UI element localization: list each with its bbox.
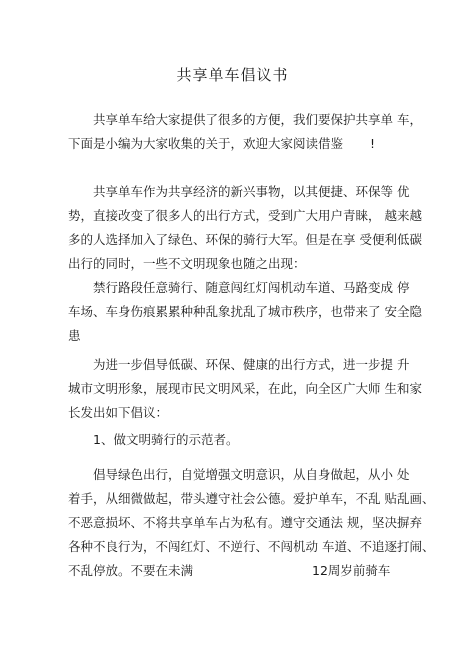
para2-line-2: 车场、车身伤痕累累种种乱象扰乱了城市秩序，也带来了 安全隐 (68, 304, 422, 319)
para4-line-5-tail: 12周岁前骑车 (312, 563, 391, 578)
para4-line-4: 各种不良行为，不闯红灯、不逆行、不闯机动 车道、不追逐打闹、 (68, 539, 435, 554)
intro-line-2: 下面是小编为大家收集的关于，欢迎大家阅读借鉴 (68, 136, 344, 151)
para2-line-3: 患 (68, 328, 81, 343)
para3-line-3: 长发出如下倡议： (68, 405, 169, 420)
intro-exclaim: ! (370, 136, 376, 151)
para1-line-3: 多的人选择加入了绿色、环保的骑行大军。但是在享 受便利低碳 (68, 232, 422, 247)
para2-line-1: 禁行路段任意骑行、随意闯红灯闯机动车道、马路变成 停 (68, 280, 410, 295)
para4-line-3: 不恶意损坏、不将共享单车占为私有。遵守交通法 规，坚决摒弃 (68, 515, 422, 530)
para1-line-2: 势，直接改变了很多人的出行方式，受到广大用户青睐， 越来越 (68, 208, 422, 223)
para1-line-1: 共享单车作为共享经济的新兴事物，以其便捷、环保等 优 (68, 184, 410, 199)
document-title: 共享单车倡议书 (176, 66, 289, 84)
heading-1: 1、做文明骑行的示范者。 (68, 432, 239, 447)
para3-line-2: 城市文明形象，展现市民文明风采，在此，向全区广大师 生和家 (68, 381, 422, 396)
para1-line-4: 出行的同时，一些不文明现象也随之出现： (68, 256, 306, 271)
para4-line-2: 着手，从细微做起，带头遵守社会公德。爱护单车，不乱 贴乱画、 (68, 491, 435, 506)
para4-line-5: 不乱停放。不要在未满 (68, 563, 194, 578)
intro-line-1: 共享单车给大家提供了很多的方便，我们要保护共享单 车， (68, 112, 422, 127)
para3-line-1: 为进一步倡导低碳、环保、健康的出行方式，进一步提 升 (68, 357, 410, 372)
para4-line-1: 倡导绿色出行，自觉增强文明意识，从自身做起，从小 处 (68, 467, 410, 482)
